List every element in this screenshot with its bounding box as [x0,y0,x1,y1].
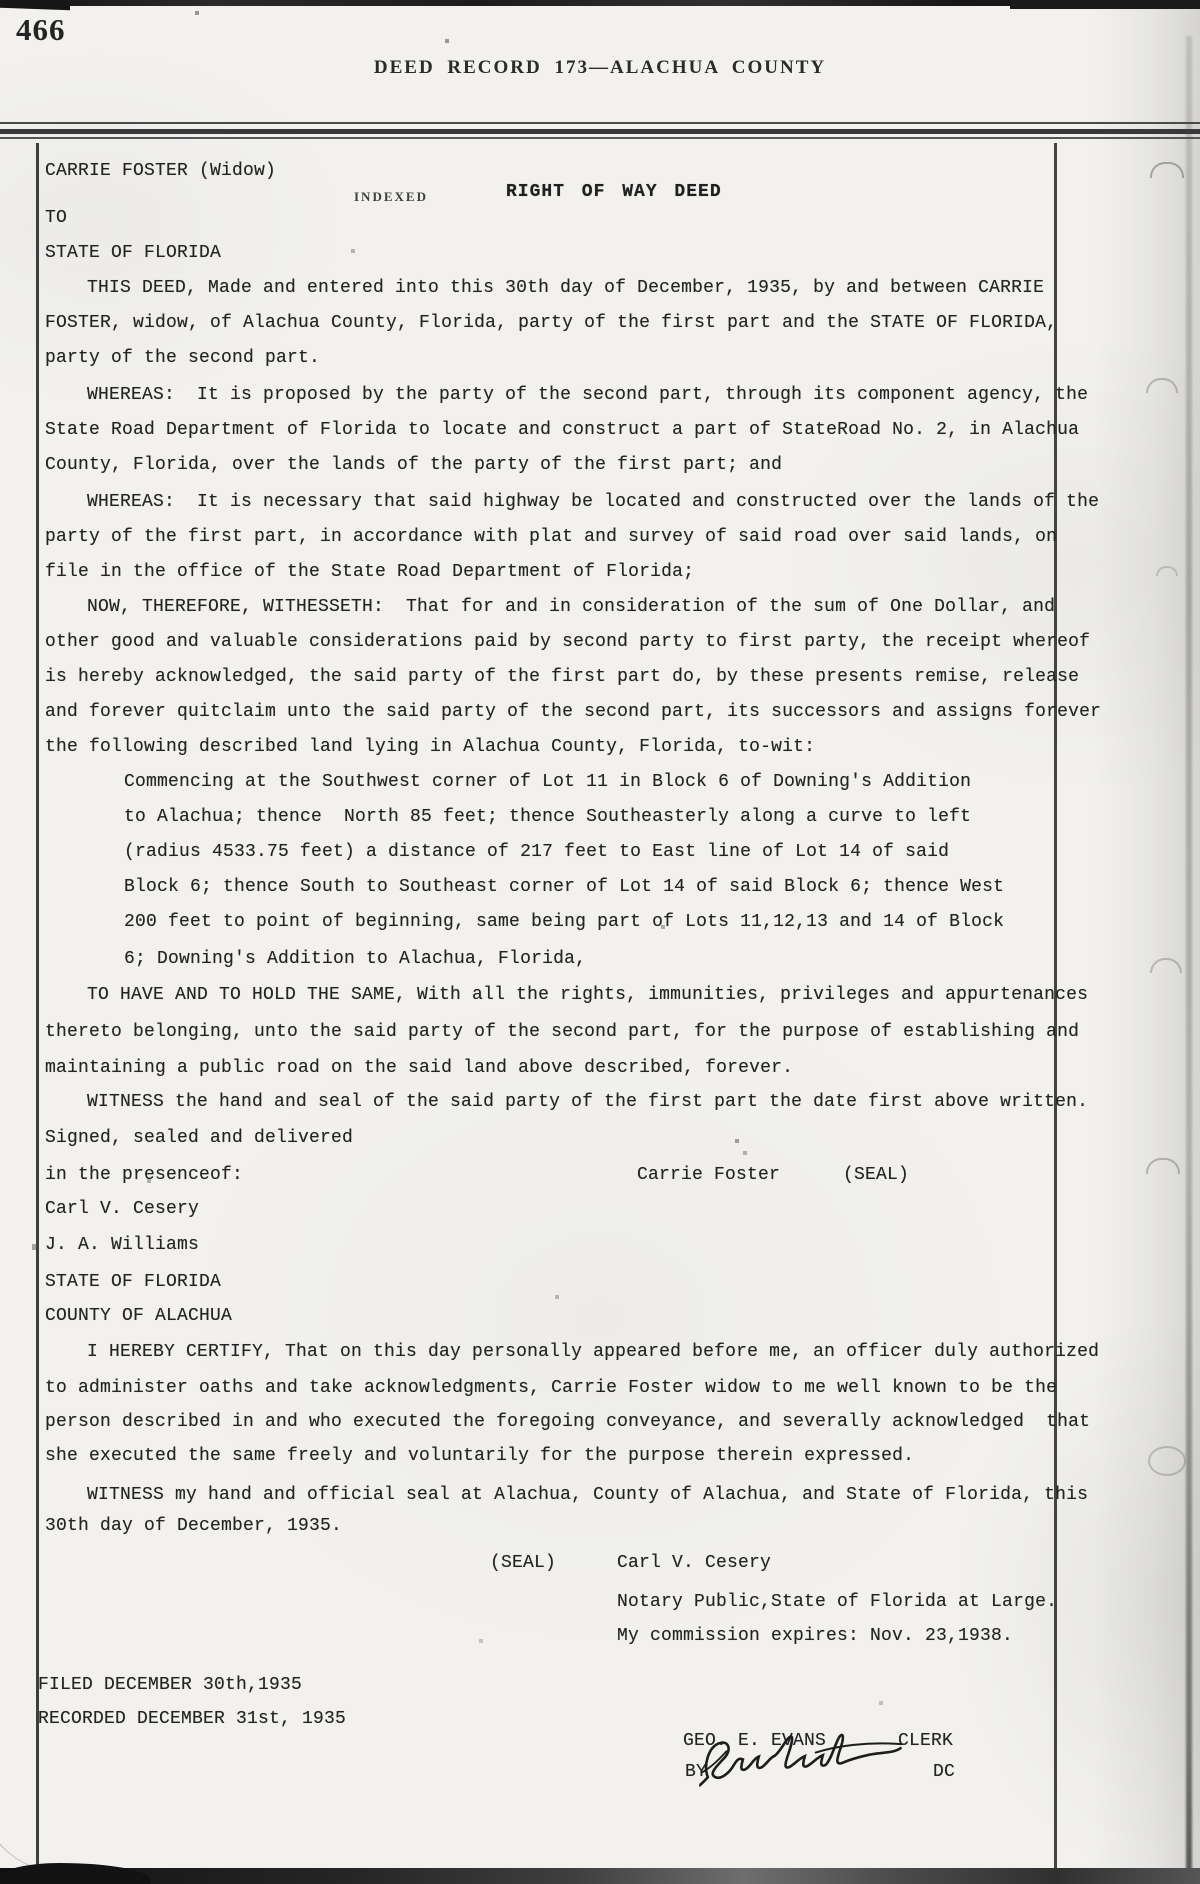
text-line: 30th day of December, 1935. [45,1516,343,1536]
scan-artifact [1150,958,1182,973]
text-line: to Alachua; thence North 85 feet; thence Southeasterly along a curve to left [124,807,972,827]
text-line: COUNTY OF ALACHUA [45,1306,233,1326]
scan-specks [0,0,2,2]
text-line: and forever quitclaim unto the said party of the second part, its successors and assigns forever [45,702,1102,722]
text-line: GEO. E. EVANS [683,1731,827,1751]
text-line: RECORDED DECEMBER 31st, 1935 [38,1709,347,1729]
text-line: Signed, sealed and delivered [45,1128,354,1148]
scan-artifact [1146,1158,1180,1174]
text-line: Block 6; thence South to Southeast corner of Lot 14 of said Block 6; thence West [124,877,1005,897]
scan-artifact [1148,1446,1186,1476]
text-line: NOW, THEREFORE, WITHESSETH: That for and in consideration of the sum of One Dollar, and [87,597,1056,617]
text-line: 6; Downing's Addition to Alachua, Florida, [124,949,587,969]
text-line: file in the office of the State Road Department of Florida; [45,562,695,582]
text-line: TO HAVE AND TO HOLD THE SAME, With all the rights, immunities, privileges and appurtenances [87,985,1089,1005]
text-line: maintaining a public road on the said land above described, forever. [45,1058,794,1078]
text-line: person described in and who executed the foregoing conveyance, and severally acknowledged that [45,1412,1091,1432]
scan-top-edge-band [0,0,1200,6]
text-line: WHEREAS: It is necessary that said highway be located and constructed over the lands of the [87,492,1100,512]
text-line: Notary Public,State of Florida at Large. [617,1592,1058,1612]
text-line: DC [933,1762,956,1782]
text-line: 200 feet to point of beginning, same being part of Lots 11,12,13 and 14 of Block [124,912,1005,932]
text-line: (SEAL) [490,1553,557,1573]
text-line: STATE OF FLORIDA [45,1272,222,1292]
text-line: (radius 4533.75 feet) a distance of 217 feet to East line of Lot 14 of said [124,842,950,862]
document-title: RIGHT OF WAY DEED [506,182,722,202]
grantee-name: STATE OF FLORIDA [45,243,222,263]
text-line: Carrie Foster [637,1165,781,1185]
clerk-signature [697,1726,920,1791]
grantor-name: CARRIE FOSTER (Widow) [45,161,277,181]
text-line: My commission expires: Nov. 23,1938. [617,1626,1014,1646]
running-header: DEED RECORD 173—ALACHUA COUNTY [373,57,827,78]
text-line: FILED DECEMBER 30th,1935 [38,1675,303,1695]
text-line: I HEREBY CERTIFY, That on this day personally appeared before me, an officer duly authorized [87,1342,1100,1362]
scan-bottom-edge-band [0,1868,1200,1884]
page-number: 466 [16,12,66,47]
caption-to-label: TO [45,208,68,228]
text-line: J. A. Williams [45,1235,200,1255]
text-line: party of the first part, in accordance with plat and survey of said road over said lands, on [45,527,1058,547]
text-line: WHEREAS: It is proposed by the party of the second part, through its component agency, the [87,385,1089,405]
text-line: State Road Department of Florida to locate and construct a part of StateRoad No. 2, in Alachua [45,420,1080,440]
text-line: other good and valuable considerations paid by second party to first party, the receipt whereof [45,632,1091,652]
text-line: FOSTER, widow, of Alachua County, Florida, party of the first part and the STATE OF FLORIDA, [45,313,1058,333]
text-line: Carl V. Cesery [617,1553,772,1573]
text-line: the following described land lying in Alachua County, Florida, to-wit: [45,737,816,757]
text-line: in the presenceof: [45,1165,244,1185]
text-line: (SEAL) [843,1165,910,1185]
scan-artifact [1150,162,1184,178]
text-line: Carl V. Cesery [45,1199,200,1219]
page-edge-shadow [1186,36,1192,1884]
text-line: is hereby acknowledged, the said party of the first part do, by these presents remise, release [45,667,1080,687]
text-line: party of the second part. [45,348,321,368]
text-line: she executed the same freely and voluntarily for the purpose therein expressed. [45,1446,915,1466]
indexed-stamp: INDEXED [354,189,428,204]
scan-artifact [0,1788,77,1873]
record-box-left-border [36,143,39,1872]
text-line: Commencing at the Southwest corner of Lot 11 in Block 6 of Downing's Addition [124,772,972,792]
text-line: WITNESS my hand and official seal at Alachua, County of Alachua, and State of Florida, this [87,1485,1089,1505]
text-line: WITNESS the hand and seal of the said party of the first part the date first above written. [87,1092,1089,1112]
text-line: County, Florida, over the lands of the party of the first part; and [45,455,783,475]
text-line: CLERK [898,1731,954,1751]
text-line: to administer oaths and take acknowledgments, Carrie Foster widow to me well known to be the [45,1378,1058,1398]
scan-artifact [1146,378,1178,393]
text-line: thereto belonging, unto the said party of the second part, for the purpose of establishing and [45,1022,1080,1042]
text-line: BY [685,1762,708,1782]
scan-artifact [1156,566,1178,576]
header-divider-rule [0,122,1200,139]
text-line: THIS DEED, Made and entered into this 30th day of December, 1935, by and between CARRIE [87,278,1045,298]
